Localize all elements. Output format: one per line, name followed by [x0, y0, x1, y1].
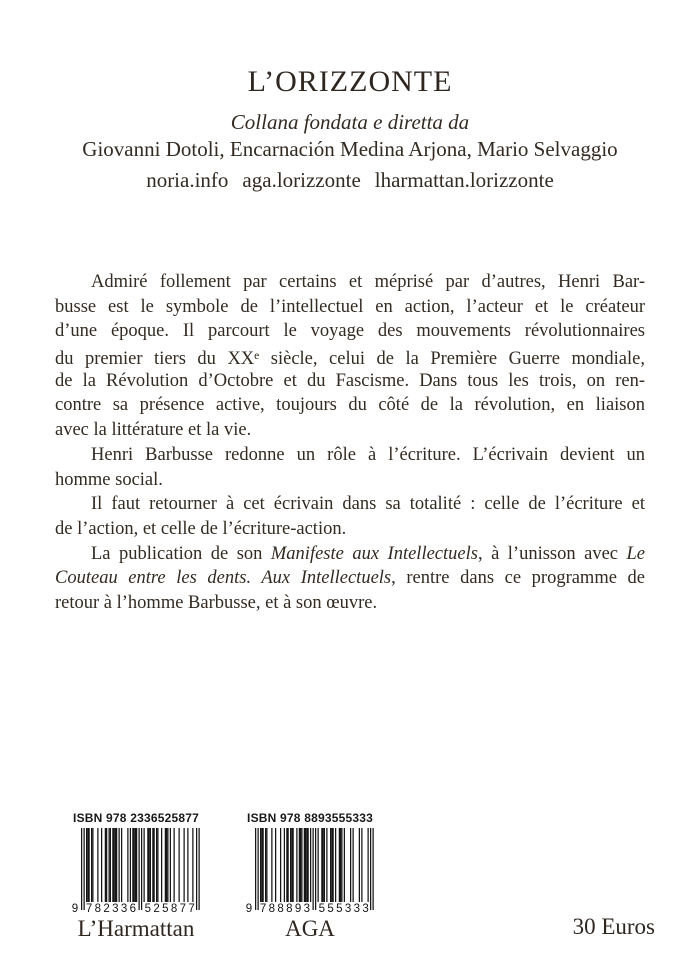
svg-text:9: 9 [245, 903, 253, 914]
barcode-block-lharmattan [69, 810, 203, 942]
svg-text:3: 3 [362, 903, 369, 914]
back-cover-blurb [55, 270, 645, 616]
svg-text:5: 5 [336, 903, 343, 914]
svg-text:2: 2 [153, 903, 160, 914]
publisher-label: L’Harmattan [77, 916, 195, 941]
svg-text:8: 8 [94, 903, 102, 914]
svg-text:5: 5 [318, 903, 326, 914]
series-header [0, 66, 700, 194]
svg-text:7: 7 [259, 903, 267, 914]
svg-text:8: 8 [277, 903, 284, 914]
blurb-paragraph [55, 270, 645, 443]
blurb-line: avec la littérature et la vie. [55, 420, 252, 441]
blurb-line: retour à l’homme Barbusse, et à son œuvre. [55, 592, 378, 613]
svg-text:7: 7 [179, 903, 187, 914]
ean13-barcode-icon [71, 828, 201, 914]
svg-text:8: 8 [268, 903, 276, 914]
svg-text:7: 7 [188, 903, 195, 914]
website-item: aga.lorizzonte [242, 168, 361, 192]
series-subtitle: Collana fondata e diretta da [230, 110, 470, 134]
svg-text:8: 8 [170, 903, 178, 914]
website-list [0, 167, 700, 194]
barcode-block-aga [243, 810, 377, 942]
blurb-line: busse est le symbole de l’intellectuel en action, l’acteur et le créateur [55, 296, 645, 317]
blurb-line: Admiré follement par certains et méprisé par d’autres, Henri Bar- [91, 272, 645, 292]
series-editors: Giovanni Dotoli, Encarnación Medina Arjona, Mario Selvaggio [82, 137, 618, 161]
blurb-paragraph [55, 443, 645, 492]
svg-text:7: 7 [85, 903, 93, 914]
svg-text:3: 3 [344, 903, 352, 914]
svg-text:3: 3 [353, 903, 361, 914]
blurb-line: homme social. [55, 469, 163, 490]
svg-text:3: 3 [120, 903, 128, 914]
svg-text:5: 5 [162, 903, 169, 914]
website-item: noria.info [146, 168, 229, 192]
svg-text:5: 5 [144, 903, 152, 914]
blurb-line: contre sa présence active, toujours du côté de la révolution, en liaison [55, 395, 645, 416]
blurb-paragraph [55, 492, 645, 541]
blurb-line: du premier tiers du XXe siècle, celui de la Première Guerre mondiale, [55, 349, 645, 369]
blurb-line: Il faut retourner à cet écrivain dans sa totalité : celle de l’écriture et [91, 494, 645, 515]
publisher-label: AGA [285, 916, 335, 941]
ean13-barcode-icon [245, 828, 375, 914]
svg-text:2: 2 [103, 903, 110, 914]
blurb-line: d’une époque. Il parcourt le voyage des mouvements révolutionnaires [55, 321, 645, 342]
price-label: 30 Euros [572, 914, 655, 939]
isbn-label: ISBN 978 2336525877 [73, 811, 199, 825]
svg-text:9: 9 [294, 903, 302, 914]
svg-text:8: 8 [286, 903, 293, 914]
svg-text:5: 5 [327, 903, 334, 914]
blurb-line: La publication de son Manifeste aux Intellectuels, à l’unisson avec Le [91, 543, 645, 564]
blurb-line: de l’action, et celle de l’écriture-action. [55, 518, 347, 539]
series-title: L’ORIZZONTE [247, 65, 453, 98]
svg-text:9: 9 [71, 903, 79, 914]
blurb-line: Couteau entre les dents. Aux Intellectuels, rentre dans ce programme de [55, 568, 645, 589]
isbn-label: ISBN 978 8893555333 [247, 811, 373, 825]
svg-text:3: 3 [112, 903, 119, 914]
svg-text:6: 6 [129, 903, 137, 914]
svg-text:3: 3 [303, 903, 311, 914]
blurb-paragraph [55, 542, 645, 616]
blurb-line: de la Révolution d’Octobre et du Fascisme. Dans tous les trois, on ren- [55, 370, 645, 391]
website-item: lharmattan.lorizzonte [374, 168, 554, 192]
blurb-line: Henri Barbusse redonne un rôle à l’écriture. L’écrivain devient un [91, 444, 645, 465]
